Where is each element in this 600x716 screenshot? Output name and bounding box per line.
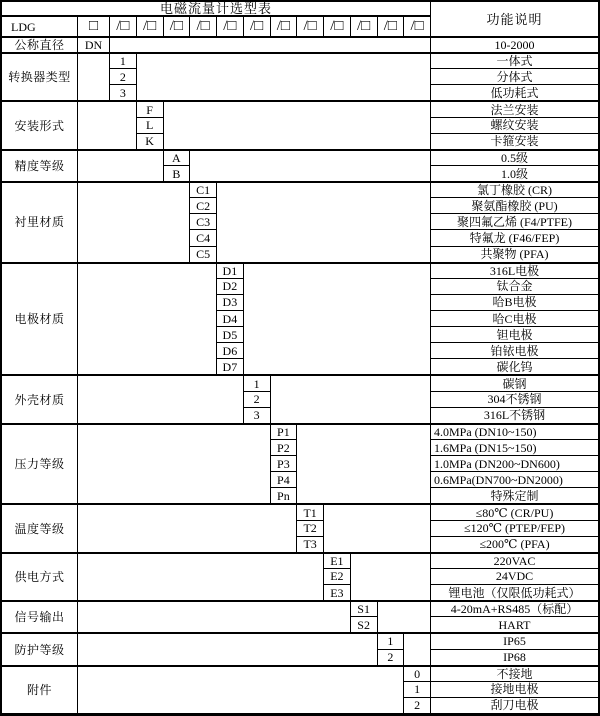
code-cell: C3 <box>190 214 217 230</box>
function-cell: 聚氨酯橡胶 (PU) <box>431 198 598 214</box>
code-cell: 1 <box>378 633 405 649</box>
function-cell: 特氟龙 (F46/FEP) <box>431 230 598 246</box>
filler-cell <box>404 633 431 665</box>
filler-cell <box>78 601 351 633</box>
function-cell: IP65 <box>431 633 598 649</box>
function-header: 功能说明 <box>431 2 598 37</box>
function-cell: 特殊定制 <box>431 488 598 504</box>
model-box-cell: /□ <box>217 16 244 37</box>
group-label: 转换器类型 <box>2 53 78 101</box>
filler-cell <box>271 375 432 423</box>
code-cell: D1 <box>217 263 244 279</box>
function-cell: 10-2000 <box>431 37 598 53</box>
code-cell: S2 <box>351 617 378 633</box>
model-box-cell: /□ <box>244 16 271 37</box>
filler-cell <box>78 101 137 149</box>
model-box-cell: /□ <box>404 16 431 37</box>
code-cell: L <box>137 118 164 134</box>
model-box-cell: /□ <box>378 16 405 37</box>
model-box-cell: /□ <box>297 16 324 37</box>
code-cell: DN <box>78 37 110 53</box>
filler-cell <box>78 182 190 263</box>
function-cell: 1.0MPa (DN200~DN600) <box>431 456 598 472</box>
code-cell: 1 <box>244 375 271 391</box>
function-cell: 刮刀电极 <box>431 698 598 714</box>
function-cell: 螺纹安装 <box>431 118 598 134</box>
function-cell: 卡箍安装 <box>431 134 598 150</box>
function-cell: 法兰安装 <box>431 101 598 117</box>
function-cell: 220VAC <box>431 553 598 569</box>
code-cell: 2 <box>110 69 137 85</box>
function-cell: 1.6MPa (DN15~150) <box>431 440 598 456</box>
model-box-cell: /□ <box>164 16 191 37</box>
code-cell: C1 <box>190 182 217 198</box>
function-cell: 聚四氟乙烯 (F4/PTFE) <box>431 214 598 230</box>
code-cell: 3 <box>110 85 137 101</box>
function-cell: 316L电极 <box>431 263 598 279</box>
group-label: 衬里材质 <box>2 182 78 263</box>
code-cell: D5 <box>217 327 244 343</box>
group-label: 精度等级 <box>2 150 78 182</box>
filler-cell <box>78 553 324 601</box>
function-cell: 1.0级 <box>431 166 598 182</box>
function-cell: 分体式 <box>431 69 598 85</box>
code-cell: D2 <box>217 279 244 295</box>
group-label: 防护等级 <box>2 633 78 665</box>
function-cell: 哈C电极 <box>431 311 598 327</box>
code-cell: E1 <box>324 553 351 569</box>
filler-cell <box>78 53 110 101</box>
function-cell: 24VDC <box>431 569 598 585</box>
function-cell: 共聚物 (PFA) <box>431 247 598 263</box>
code-cell: T1 <box>297 504 324 520</box>
model-prefix: LDG <box>2 16 78 37</box>
code-cell: 3 <box>244 408 271 424</box>
code-cell: P4 <box>271 472 298 488</box>
code-cell: C5 <box>190 247 217 263</box>
code-cell: 0 <box>404 666 431 682</box>
code-cell: Pn <box>271 488 298 504</box>
code-cell: A <box>164 150 191 166</box>
filler-cell <box>110 37 431 53</box>
model-box-first: □ <box>78 16 110 37</box>
function-cell: 钽电极 <box>431 327 598 343</box>
table-title: 电磁流量计选型表 <box>2 2 431 16</box>
code-cell: D3 <box>217 295 244 311</box>
group-label: 安装形式 <box>2 101 78 149</box>
code-cell: P1 <box>271 424 298 440</box>
group-label: 公称直径 <box>2 37 78 53</box>
filler-cell <box>78 375 244 423</box>
function-cell: 哈B电极 <box>431 295 598 311</box>
filler-cell <box>164 101 432 149</box>
group-label: 电极材质 <box>2 263 78 376</box>
filler-cell <box>78 150 164 182</box>
filler-cell <box>78 424 271 505</box>
filler-cell <box>244 263 431 376</box>
function-cell: ≤120℃ (PTEP/FEP) <box>431 521 598 537</box>
group-label: 外壳材质 <box>2 375 78 423</box>
code-cell: 2 <box>378 650 405 666</box>
filler-cell <box>78 666 404 714</box>
code-cell: P2 <box>271 440 298 456</box>
code-cell: P3 <box>271 456 298 472</box>
filler-cell <box>378 601 432 633</box>
group-label: 供电方式 <box>2 553 78 601</box>
model-box-cell: /□ <box>324 16 351 37</box>
function-cell: 氯丁橡胶 (CR) <box>431 182 598 198</box>
function-cell: 316L不锈钢 <box>431 408 598 424</box>
function-cell: HART <box>431 617 598 633</box>
function-cell: 4-20mA+RS485（标配） <box>431 601 598 617</box>
filler-cell <box>351 553 431 601</box>
code-cell: E3 <box>324 585 351 601</box>
code-cell: K <box>137 134 164 150</box>
model-box-cell: /□ <box>190 16 217 37</box>
filler-cell <box>324 504 431 552</box>
filler-cell <box>217 182 431 263</box>
function-cell: ≤200℃ (PFA) <box>431 537 598 553</box>
function-cell: 钛合金 <box>431 279 598 295</box>
code-cell: 2 <box>404 698 431 714</box>
group-label: 温度等级 <box>2 504 78 552</box>
function-cell: 锂电池（仅限低功耗式） <box>431 585 598 601</box>
code-cell: F <box>137 101 164 117</box>
code-cell: C4 <box>190 230 217 246</box>
code-cell: C2 <box>190 198 217 214</box>
model-box-cell: /□ <box>137 16 164 37</box>
filler-cell <box>137 53 431 101</box>
code-cell: E2 <box>324 569 351 585</box>
group-label: 信号输出 <box>2 601 78 633</box>
function-cell: 碳钢 <box>431 375 598 391</box>
function-cell: 一体式 <box>431 53 598 69</box>
function-cell: IP68 <box>431 650 598 666</box>
function-cell: 不接地 <box>431 666 598 682</box>
function-cell: 铂铱电极 <box>431 343 598 359</box>
function-cell: 0.6MPa(DN700~DN2000) <box>431 472 598 488</box>
model-box-cell: /□ <box>351 16 378 37</box>
group-label: 压力等级 <box>2 424 78 505</box>
filler-cell <box>78 504 297 552</box>
filler-cell <box>78 263 217 376</box>
code-cell: B <box>164 166 191 182</box>
function-cell: ≤80℃ (CR/PU) <box>431 504 598 520</box>
group-label: 附件 <box>2 666 78 714</box>
code-cell: T3 <box>297 537 324 553</box>
code-cell: D6 <box>217 343 244 359</box>
function-cell: 304不锈钢 <box>431 392 598 408</box>
code-cell: 2 <box>244 392 271 408</box>
function-cell: 0.5级 <box>431 150 598 166</box>
function-cell: 碳化钨 <box>431 359 598 375</box>
function-cell: 4.0MPa (DN10~150) <box>431 424 598 440</box>
filler-cell <box>190 150 431 182</box>
function-cell: 低功耗式 <box>431 85 598 101</box>
filler-cell <box>297 424 431 505</box>
filler-cell <box>78 633 378 665</box>
code-cell: 1 <box>404 682 431 698</box>
code-cell: T2 <box>297 521 324 537</box>
model-box-cell: /□ <box>110 16 137 37</box>
function-cell: 接地电极 <box>431 682 598 698</box>
code-cell: 1 <box>110 53 137 69</box>
code-cell: D4 <box>217 311 244 327</box>
model-box-cell: /□ <box>271 16 298 37</box>
code-cell: S1 <box>351 601 378 617</box>
code-cell: D7 <box>217 359 244 375</box>
